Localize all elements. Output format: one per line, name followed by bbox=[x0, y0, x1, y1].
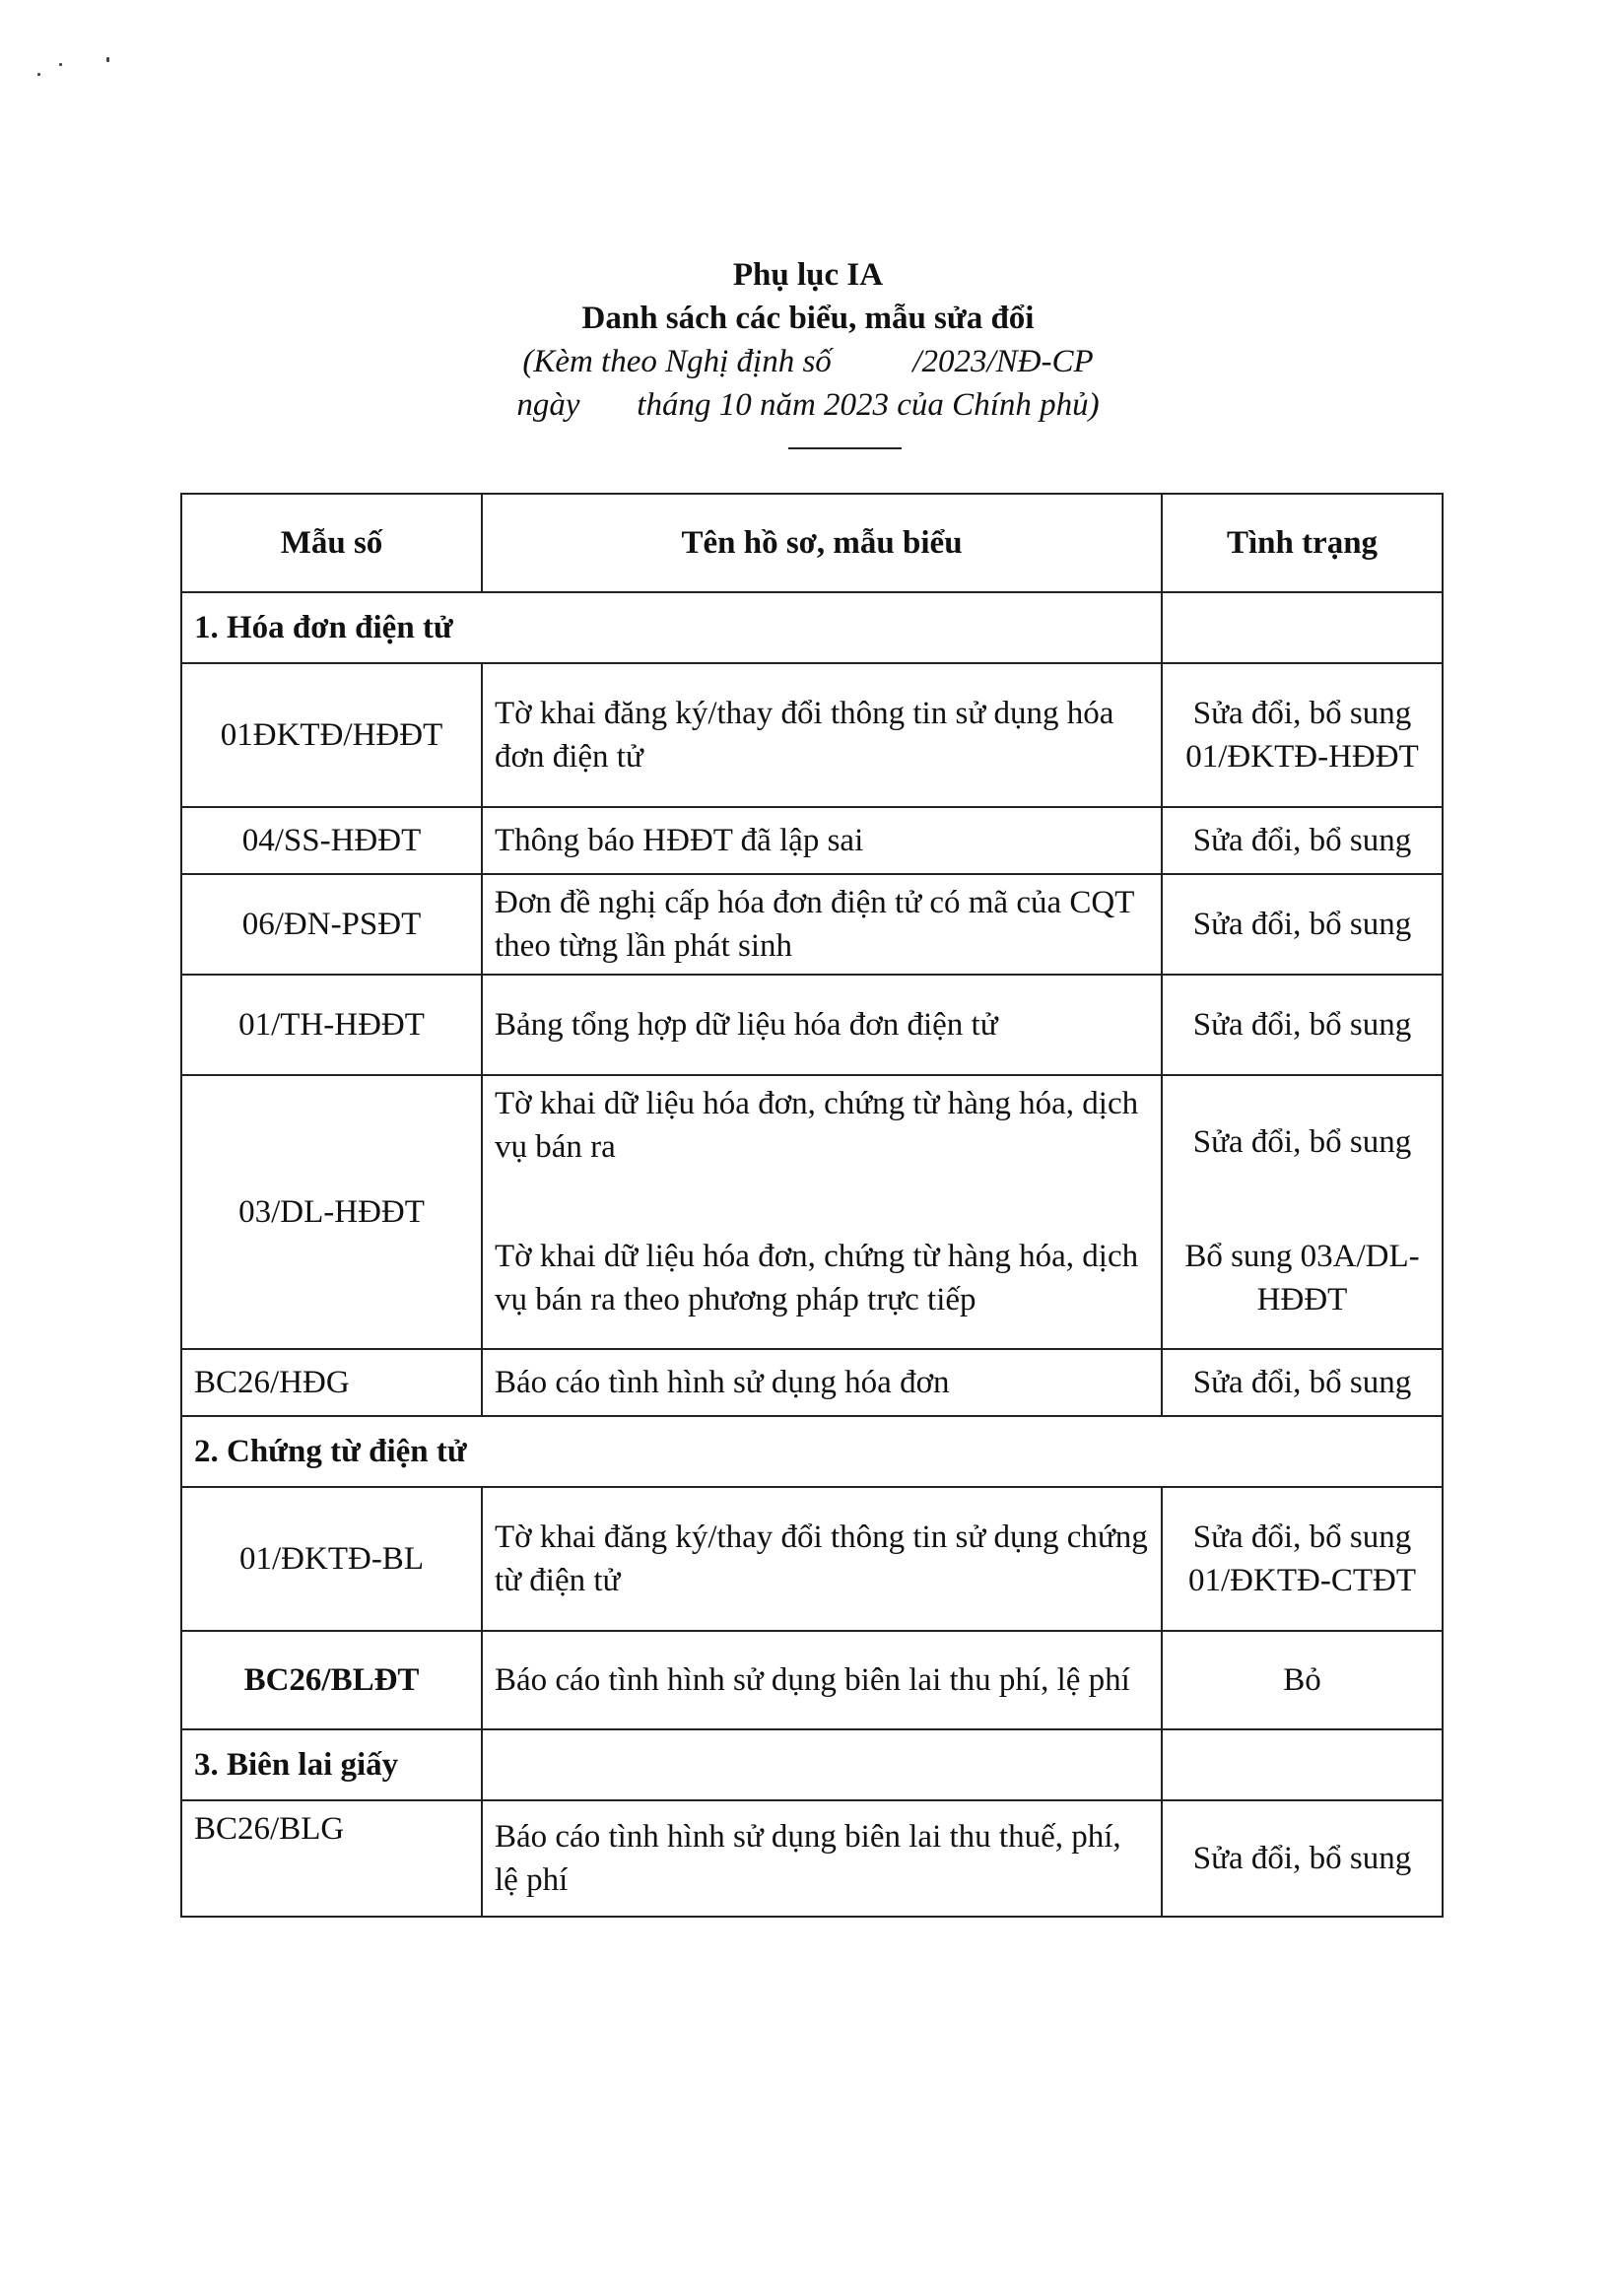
form-status: Sửa đổi, bổ sung 01/ĐKTĐ-HĐĐT bbox=[1162, 663, 1443, 807]
form-code: 01/ĐKTĐ-BL bbox=[181, 1487, 482, 1631]
form-code: 04/SS-HĐĐT bbox=[181, 807, 482, 874]
table-row bbox=[181, 975, 1443, 1075]
table-row bbox=[181, 807, 1443, 874]
appendix-subtitle: Danh sách các biểu, mẫu sửa đổi bbox=[581, 301, 1035, 336]
empty-cell bbox=[1162, 1729, 1443, 1800]
scan-speck bbox=[59, 63, 62, 66]
form-code: BC26/HĐG bbox=[181, 1349, 482, 1416]
form-name: Tờ khai đăng ký/thay đổi thông tin sử dụng hóa đơn điện tử bbox=[482, 663, 1162, 807]
title-divider bbox=[788, 447, 902, 449]
form-name: Tờ khai đăng ký/thay đổi thông tin sử dụng chứng từ điện tử bbox=[482, 1487, 1162, 1631]
form-name: Tờ khai dữ liệu hóa đơn, chứng từ hàng hóa, dịch vụ bán ra theo phương pháp trực tiếp bbox=[482, 1208, 1162, 1349]
table-row bbox=[181, 1631, 1443, 1729]
section-title-e-invoice: 1. Hóa đơn điện tử bbox=[181, 592, 1162, 663]
table-row bbox=[181, 1349, 1443, 1416]
section-row bbox=[181, 592, 1443, 663]
form-name: Đơn đề nghị cấp hóa đơn điện tử có mã của CQT theo từng lần phát sinh bbox=[482, 874, 1162, 975]
form-name: Báo cáo tình hình sử dụng biên lai thu phí, lệ phí bbox=[482, 1631, 1162, 1729]
form-name: Tờ khai dữ liệu hóa đơn, chứng từ hàng hóa, dịch vụ bán ra bbox=[482, 1075, 1162, 1208]
form-code: 01ĐKTĐ/HĐĐT bbox=[181, 663, 482, 807]
decree-date: ngày tháng 10 năm 2023 của Chính phủ) bbox=[516, 387, 1100, 423]
form-code: 01/TH-HĐĐT bbox=[181, 975, 482, 1075]
form-status: Sửa đổi, bổ sung 01/ĐKTĐ-CTĐT bbox=[1162, 1487, 1443, 1631]
form-name: Bảng tổng hợp dữ liệu hóa đơn điện tử bbox=[482, 975, 1162, 1075]
empty-cell bbox=[482, 1729, 1162, 1800]
forms-table bbox=[180, 493, 1444, 1918]
form-status: Bỏ bbox=[1162, 1631, 1443, 1729]
form-code: 06/ĐN-PSĐT bbox=[181, 874, 482, 975]
form-name: Thông báo HĐĐT đã lập sai bbox=[482, 807, 1162, 874]
form-name: Báo cáo tình hình sử dụng biên lai thu thuế, phí, lệ phí bbox=[482, 1800, 1162, 1917]
empty-cell bbox=[1162, 592, 1443, 663]
header-form-number: Mẫu số bbox=[181, 494, 482, 592]
table-row bbox=[181, 874, 1443, 975]
form-name: Báo cáo tình hình sử dụng hóa đơn bbox=[482, 1349, 1162, 1416]
table-header-row bbox=[181, 494, 1443, 592]
table-row bbox=[181, 1075, 1443, 1208]
scan-speck bbox=[106, 57, 109, 62]
section-title-paper-receipt: 3. Biên lai giấy bbox=[181, 1729, 482, 1800]
form-status: Bổ sung 03A/DL-HĐĐT bbox=[1162, 1208, 1443, 1349]
form-status: Sửa đổi, bổ sung bbox=[1162, 975, 1443, 1075]
form-code: BC26/BLĐT bbox=[181, 1631, 482, 1729]
table-row bbox=[181, 1800, 1443, 1917]
section-title-e-voucher: 2. Chứng từ điện tử bbox=[181, 1416, 1443, 1487]
form-status: Sửa đổi, bổ sung bbox=[1162, 1800, 1443, 1917]
section-row bbox=[181, 1729, 1443, 1800]
table-row bbox=[181, 1487, 1443, 1631]
decree-reference: (Kèm theo Nghị định số /2023/NĐ-CP bbox=[522, 344, 1094, 379]
form-status: Sửa đổi, bổ sung bbox=[1162, 807, 1443, 874]
table-row bbox=[181, 663, 1443, 807]
form-status: Sửa đổi, bổ sung bbox=[1162, 1075, 1443, 1208]
appendix-title: Phụ lục IA bbox=[732, 257, 884, 293]
section-row bbox=[181, 1416, 1443, 1487]
form-code: 03/DL-HĐĐT bbox=[181, 1075, 482, 1349]
form-status: Sửa đổi, bổ sung bbox=[1162, 1349, 1443, 1416]
header-status: Tình trạng bbox=[1162, 494, 1443, 592]
header-form-name: Tên hồ sơ, mẫu biểu bbox=[482, 494, 1162, 592]
scan-speck bbox=[37, 73, 40, 76]
form-code: BC26/BLG bbox=[181, 1800, 482, 1917]
form-status: Sửa đổi, bổ sung bbox=[1162, 874, 1443, 975]
